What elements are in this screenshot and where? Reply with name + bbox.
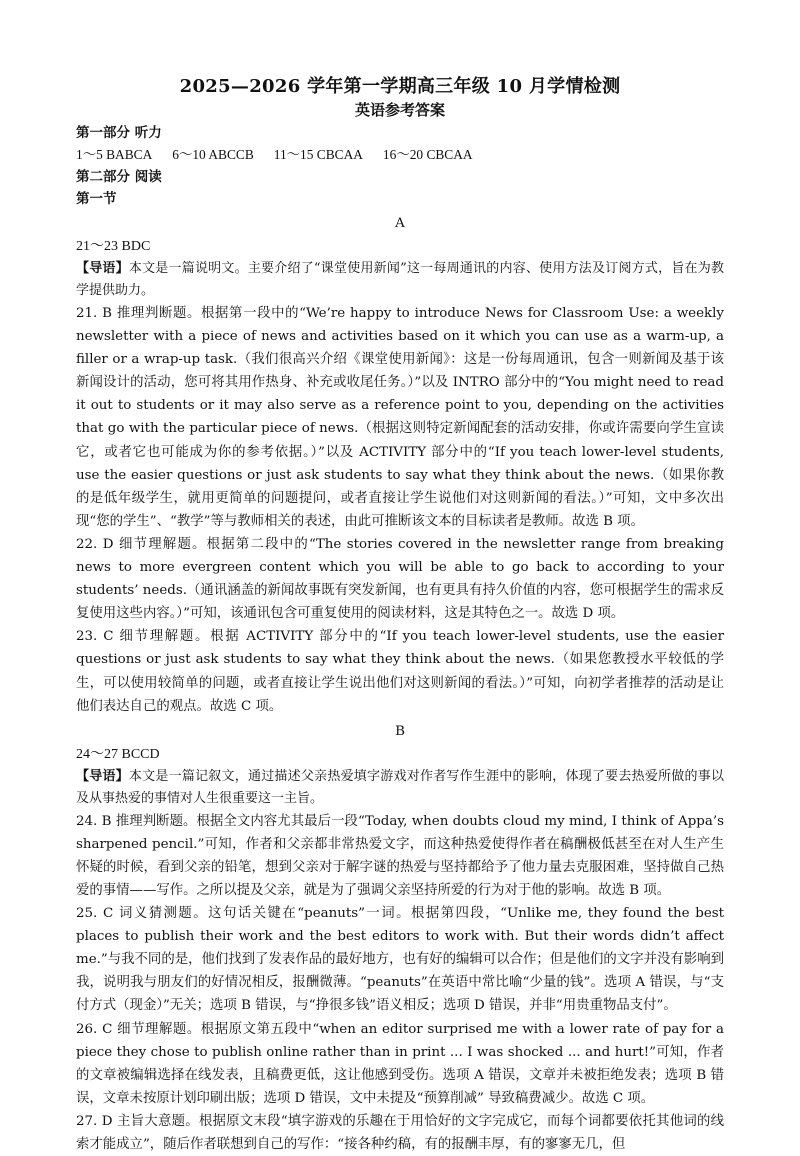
passage-b-letter: B bbox=[395, 723, 405, 739]
answer-explanation-24: 24. B 推理判断题。根据全文内容尤其最后一段“Today, when doubts cloud my mind, I think of Appa’s sharpened pencil.”可知，作者和父亲都非常热爱文字，而这种热爱使得作者在稿酬极低甚至在对人生产生怀疑的时候，看到父亲的铅笔，想到父亲对于解字谜的热爱与坚持都给予了他力量去克服困难，坚持做自己热爱的事情——写作。之所以提及父亲，就是为了强调父亲坚持所爱的行为对于他的影响。故选 B 项。 bbox=[76, 813, 724, 898]
page-subtitle: 英语参考答案 bbox=[354, 101, 445, 119]
answer-explanation-26: 26. C 细节理解题。根据原文第五段中“when an editor surprised me with a lower rate of pay for a piece they chose to publish online rather than in print ... I was shocked ... and hurt!”可知，作者的文章被编辑选择在线发表，且稿费更低，这让他感到受伤。选项 A 错误，文章并未被拒绝发表；选项 B 错误，文章未按原计划印刷出版；选项 D 错误，文中未提及“预算削减” 导致稿费减少。故选 C 项。 bbox=[76, 1021, 724, 1106]
listening-answers bbox=[76, 144, 724, 166]
answer-explanation-25: 25. C 词义猜测题。这句话关键在“peanuts”一词。根据第四段，“Unlike me, they found the best places to publish their work and the best editors to work with. But their words didn’t affect me.”与我不同的是，他们找到了发表作品的最好地方，也有好的编辑可以合作；但是他们的文字并没有影响到我，说明我与朋友们的好情况相反，报酬微薄。“peanuts”在英语中常比喻“少量的钱”。选项 A 错误，与“支付方式（现金）”无关；选项 B 错误，与“挣很多钱”语义相反；选项 D 错误，并非“用贵重物品支付”。 bbox=[76, 906, 724, 1014]
answer-explanation-23: 23. C 细节理解题。根据 ACTIVITY 部分中的“If you teach lower-level students, use the easier questions or just ask students to say what they think about the news.（如果您教授水平较低的学生，可以使用较简单的问题，或者直接让学生说出他们对这则新闻的看法。）”可知，向初学者推荐的活动是让他们表达自己的观点。故选 C 项。 bbox=[76, 629, 724, 714]
guide-label: 【导语】 bbox=[76, 768, 129, 784]
listening-answer-group: 11～15 CBCAA bbox=[273, 147, 363, 162]
passage-b-answers: 24～27 BCCD bbox=[76, 746, 160, 762]
guide-text: 本文是一篇说明文。主要介绍了“课堂使用新闻”这一每周通讯的内容、使用方法及订阅方式，旨在为教学提供助力。 bbox=[76, 261, 724, 298]
passage-a-letter: A bbox=[395, 216, 405, 231]
listening-answer-group: 1～5 BABCA bbox=[76, 147, 153, 162]
answer-explanation-27: 27. D 主旨大意题。根据原文末段“填字游戏的乐趣在于用恰好的文字完成它，而每个词都要依托其他词的线索才能成立”，随后作者联想到自己的写作：“接各种约稿，有的报酬丰厚，有的寥寥无几，但 bbox=[76, 1113, 724, 1152]
page-title: 2025—2026 学年第一学期高三年级 10 月学情检测 bbox=[179, 76, 621, 97]
listening-answer-group: 6～10 ABCCB bbox=[172, 147, 254, 162]
answer-explanation-21: 21. B 推理判断题。根据第一段中的“We’re happy to introduce News for Classroom Use: a weekly newsletter with a piece of news and activities based on it which you can use as a warm-up, a filler or a wrap-up task.（我们很高兴介绍《课堂使用新闻》：这是一份每周通讯，包含一则新闻及基于该新闻设计的活动，您可将其用作热身、补充或收尾任务。）”以及 INTRO 部分中的“You might need to read it out to students or it may also serve as a reference point to you, depending on the activities that go with the particular piece of news.（根据这则特定新闻配套的活动安排，你或许需要向学生宣读它，或者它也可能成为你的参考依据。）”以及 ACTIVITY 部分中的“If you teach lower-level students, use the easier questions or just ask students to say what they think about the news.（如果你教的是低年级学生，就用更简单的问题提问，或者直接让学生说他们对这则新闻的看法。）”可知，文中多次出现“您的学生”、“教学”等与教师相关的表述，由此可推断该文本的目标读者是教师。故选 B 项。 bbox=[76, 306, 724, 529]
listening-answer-group: 16～20 CBCAA bbox=[382, 147, 473, 162]
passage-a-guide bbox=[76, 258, 724, 302]
section-heading: 第一节 bbox=[76, 191, 117, 207]
part1-heading: 第一部分 听力 bbox=[76, 125, 162, 141]
passage-b-guide bbox=[76, 766, 724, 810]
guide-text: 本文是一篇记叙文，通过描述父亲热爱填字游戏对作者写作生涯中的影响，体现了要去热爱所做的事以及从事热爱的事情对人生很重要这一主旨。 bbox=[76, 768, 724, 806]
answer-explanation-22: 22. D 细节理解题。根据第二段中的“The stories covered in the newsletter range from breaking news to more evergreen content which you will be able to go back to according to your students’ needs.（通讯涵盖的新闻故事既有突发新闻，也有更具有持久价值的内容，您可根据学生的需求反复使用这些内容。）”可知，该通讯包含可重复使用的阅读材料，这是其特色之一。故选 D 项。 bbox=[76, 536, 724, 622]
part2-heading: 第二部分 阅读 bbox=[76, 169, 162, 185]
passage-a-answers: 21～23 BDC bbox=[76, 239, 151, 254]
guide-label: 【导语】 bbox=[76, 261, 129, 276]
